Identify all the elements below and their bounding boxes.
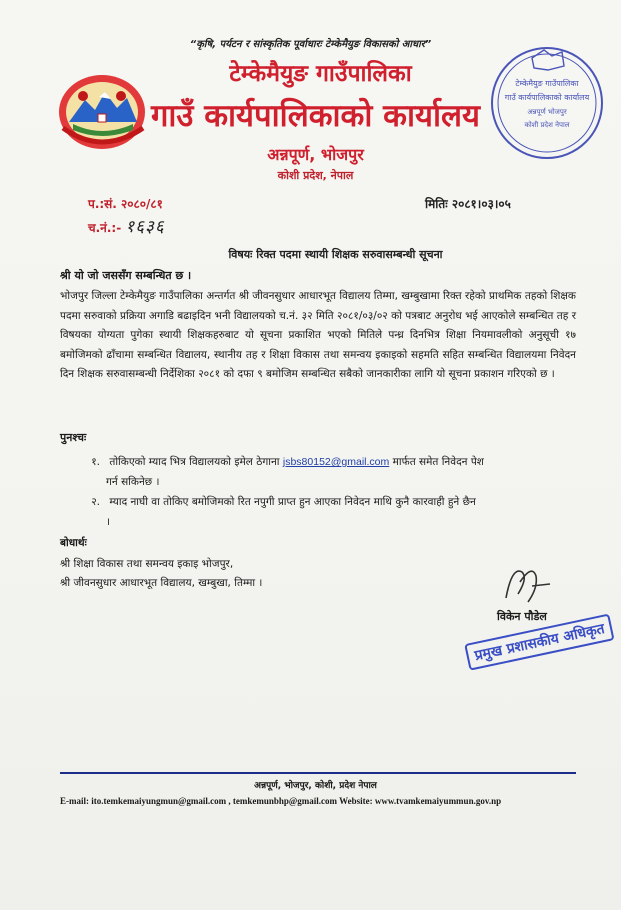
office-location: अन्नपूर्ण, भोजपुर — [267, 145, 364, 164]
item-continuation: गर्न सकिनेछ । — [106, 476, 160, 488]
letter-date: मितिः २०८१।०३।०५ — [425, 197, 511, 211]
cc-recipient-1: श्री शिक्षा विकास तथा समन्वय इकाइ भोजपुर, — [60, 558, 234, 570]
postscript-item-1 — [76, 452, 576, 492]
letter-subject: विषयः रिक्त पदमा स्थायी शिक्षक सरुवासम्बन्धी सूचना — [228, 248, 443, 261]
school-email-link[interactable]: jsbs80152@gmail.com — [282, 456, 390, 468]
tagline: “कृषि, पर्यटन र सांस्कृतिक पूर्वाधारः टेम्केमैयुङ विकासको आधार” — [189, 39, 432, 50]
footer-contact: E-mail: ito.temkemaiyungmun@gmail.com , temkemunbhp@gmail.com Website: www.tvamkemaiyummun.gov.np — [60, 796, 502, 806]
footer-divider — [60, 772, 576, 774]
cc-recipient-2: श्री जीवनसुधार आधारभूत विद्यालय, खम्बुखा, तिम्मा । — [60, 577, 263, 589]
postscript-label: पुनश्चः — [60, 431, 87, 444]
stamp-line-4: कोशी प्रदेश नेपाल — [524, 121, 570, 129]
item-text: तोकिएको म्याद भित्र विद्यालयको इमेल ठेगाना — [109, 456, 280, 468]
dispatch-number — [88, 214, 165, 237]
item-text: म्याद नाघी वा तोकिए बमोजिमको रित नपुगी प्राप्त हुन आएका निवेदन माथि कुनै कारवाही हुने छैन — [109, 496, 476, 508]
stamp-line-3: अन्नपूर्ण भोजपुर — [527, 108, 567, 116]
reference-number: प.:सं. २०८०/८१ — [88, 197, 163, 211]
item-number: १. — [91, 456, 100, 468]
postscript-item-2 — [76, 492, 576, 532]
dispatch-value: १६३६ — [125, 217, 165, 237]
municipality-name: टेम्केमैयुङ गाउँपालिका — [229, 61, 412, 87]
item-number: २. — [91, 496, 100, 508]
item-continuation: । — [106, 516, 110, 528]
item-text-after: मार्फत समेत निवेदन पेश — [392, 456, 484, 468]
letter-body: भोजपुर जिल्ला टेम्केमैयुङ गाउँपालिका अन्तर्गत श्री जीवनसुधार आधारभूत विद्यालय तिम्मा, खम्बुखामा रिक्त रहेको प्राथमिक तहको शिक्षक पदमा सरुवाको प्रक्रिया अगाडि बढाइदिन भनी विद्यालयको च.नं. ३२ मिति २०८१/०३/०२ को पत्रबाट अनुरोध भई आएकोले सम्बन्धित तह र विषयका योग्यता पुगेका स्थायी शिक्षकहरुबाट यो सूचना प्रकाशित भएको मितिले पन्ध्र दिनभित्र शिक्षा नियमावलीको अनुसूची १७ बमोजिमको ढाँचामा सम्बन्धित विद्यालय, स्थानीय तह र शिक्षा विकास तथा समन्वय इकाइको सहमति सहित सम्बन्धित विद्यालयमा निवेदन दिन शिक्षक सरुवासम्बन्धी निर्देशिका २०८१ को दफा ९ बमोजिम सम्बन्धित सबैको जानकारीका लागि यो सूचना प्रकाशन गरिएको छ । — [60, 290, 576, 381]
cc-label: बोधार्थः — [60, 537, 87, 549]
footer-address: अन्नपूर्ण, भोजपुर, कोशी, प्रदेश नेपाल — [254, 781, 377, 791]
stamp-line-1: टेम्केमैयुङ गाउँपालिका — [515, 79, 579, 88]
signatory-name: विकेन पौडेल — [497, 610, 547, 623]
office-province: कोशी प्रदेश, नेपाल — [277, 169, 354, 182]
dispatch-label: च.नं.:- — [88, 221, 122, 235]
officer-title-stamp: प्रमुख प्रशासकीय अधिकृत — [464, 613, 615, 670]
stamp-line-2: गाउँ कार्यपालिकाको कार्यालय — [504, 93, 590, 102]
handwritten-signature-icon — [498, 558, 558, 613]
letter-greeting: श्री यो जो जससँग सम्बन्धित छ । — [60, 269, 192, 282]
office-name: गाउँ कार्यपालिकाको कार्यालय — [150, 98, 481, 134]
